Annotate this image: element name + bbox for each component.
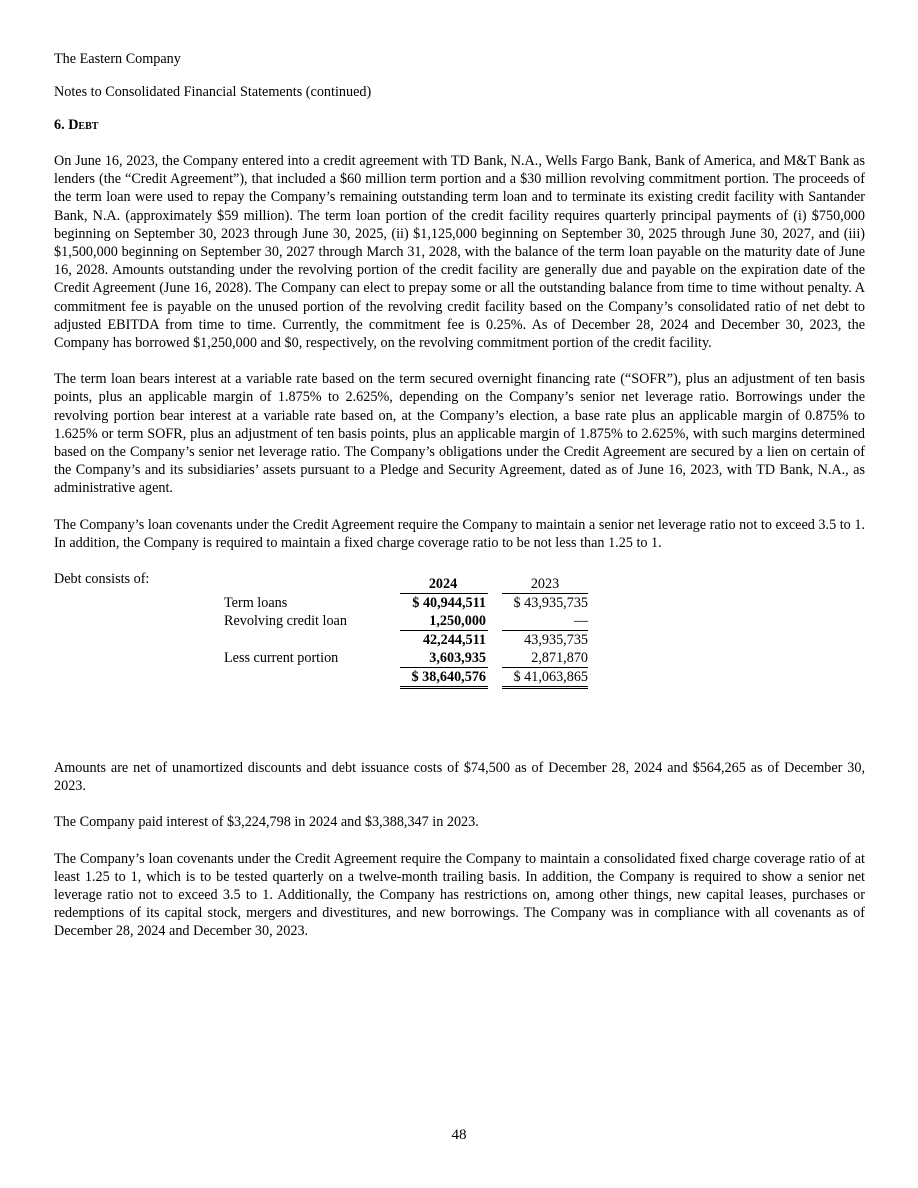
section-title: Debt bbox=[68, 117, 99, 133]
value-2023: 43,935,735 bbox=[524, 632, 588, 648]
table-row bbox=[224, 612, 588, 631]
document-body bbox=[54, 50, 865, 588]
table-row bbox=[224, 649, 588, 668]
debt-table bbox=[224, 575, 588, 689]
paragraph-unamortized-costs: Amounts are net of unamortized discounts and debt issuance costs of $74,500 as of December 28, 2024 and $564,265 as of December 30, 2023. bbox=[54, 760, 865, 795]
table-row bbox=[224, 594, 588, 613]
row-label: Term loans bbox=[224, 594, 288, 611]
page-number: 48 bbox=[451, 1127, 467, 1143]
value-2024: $ 40,944,511 bbox=[412, 595, 486, 611]
value-2024: 1,250,000 bbox=[400, 612, 488, 631]
value-2023: — bbox=[502, 612, 588, 631]
paragraph-interest-paid: The Company paid interest of $3,224,798 in 2024 and $3,388,347 in 2023. bbox=[54, 814, 479, 831]
table-row bbox=[224, 668, 588, 688]
section-number: 6. bbox=[54, 117, 65, 133]
notes-after-table bbox=[54, 759, 865, 941]
paragraph-covenant-compliance: The Company’s loan covenants under the Credit Agreement require the Company to maintain a consolidated fixed charge coverage ratio of at least 1.25 to 1, which is to be tested quarterly on a twelve-month trailing basis. In addition, the Company is required to show a senior net leverage ratio not to exceed 3.5 to 1. Additionally, the Company has restrictions on, among other things, new capital leases, purchases or redemptions of its capital stock, mergers and divestitures, and new borrowings. The Company was in compliance with all covenants as of December 28, 2024 and December 30, 2023. bbox=[54, 850, 865, 940]
value-2024: 42,244,511 bbox=[422, 632, 486, 648]
row-label bbox=[224, 631, 400, 650]
row-label bbox=[224, 668, 400, 688]
notes-title: Notes to Consolidated Financial Statements (continued) bbox=[54, 84, 372, 100]
section-heading bbox=[54, 116, 865, 134]
company-name: The Eastern Company bbox=[54, 51, 181, 67]
table-header-row bbox=[224, 575, 588, 594]
column-header-2023: 2023 bbox=[502, 575, 588, 594]
table-row bbox=[224, 631, 588, 650]
column-header-2024: 2024 bbox=[400, 575, 488, 594]
value-2023: 2,871,870 bbox=[502, 649, 588, 668]
value-2024: $ 38,640,576 bbox=[400, 668, 488, 688]
value-2023: $ 43,935,735 bbox=[513, 595, 588, 611]
row-label: Less current portion bbox=[224, 650, 339, 667]
paragraph-loan-covenants: The Company’s loan covenants under the Credit Agreement require the Company to maintain a senior net leverage ratio not to exceed 3.5 to 1. In addition, the Company is required to maintain a fixed charge coverage ratio to be not less than 1.25 to 1. bbox=[54, 516, 865, 551]
paragraph-credit-agreement: On June 16, 2023, the Company entered into a credit agreement with TD Bank, N.A., Wells Fargo Bank, Bank of America, and M&T Bank as lenders (the “Credit Agreement”), that included a $60 million term portion and a $30 million revolving commitment portion. The proceeds of the term loan were used to repay the Company’s remaining outstanding term loan and to terminate its existing credit facility with Santander Bank, N.A. (approximately $59 million). The term loan portion of the credit facility requires quarterly principal payments of (i) $750,000 beginning on September 30, 2023 through June 30, 2025, (ii) $1,125,000 beginning on September 30, 2025 through June 30, 2027, and (iii) $1,500,000 beginning on September 30, 2027 through March 31, 2028, with the balance of the term loan payable on the maturity date of June 16, 2028. Amounts outstanding under the revolving portion of the credit facility are generally due and payable on the expiration date of the Credit Agreement (June 16, 2028). The Company can elect to prepay some or all the outstanding balance from time to time without penalty. A commitment fee is payable on the unused portion of the revolving credit facility based on the Company’s consolidated ratio of net debt to adjusted EBITDA from time to time. Currently, the commitment fee is 0.25%. As of December 28, 2024 and December 30, 2023, the Company has borrowed $1,250,000 and $0, respectively, on the revolving commitment portion of the credit facility. bbox=[54, 153, 865, 352]
value-2023: $ 41,063,865 bbox=[502, 668, 588, 688]
row-label: Revolving credit loan bbox=[224, 613, 347, 630]
paragraph-debt-intro: Debt consists of: bbox=[54, 571, 150, 588]
paragraph-interest-terms: The term loan bears interest at a variable rate based on the term secured overnight financing rate (“SOFR”), plus an adjustment of ten basis points, plus an applicable margin of 1.875% to 2.625%, depending on the Company’s senior net leverage ratio. Borrowings under the revolving portion bear interest at a variable rate based on, at the Company’s election, a base rate plus an applicable margin of 0.875% to 1.625% or term SOFR, plus an adjustment of ten basis points, plus an applicable margin of 1.875% to 2.625%, with such margins determined based on the Company’s senior net leverage ratio. The Company’s obligations under the Credit Agreement are secured by a lien on certain of the Company’s and its subsidiaries’ assets pursuant to a Pledge and Security Agreement, dated as of June 16, 2023, with TD Bank, N.A., as administrative agent. bbox=[54, 371, 865, 497]
value-2024: 3,603,935 bbox=[400, 649, 488, 668]
